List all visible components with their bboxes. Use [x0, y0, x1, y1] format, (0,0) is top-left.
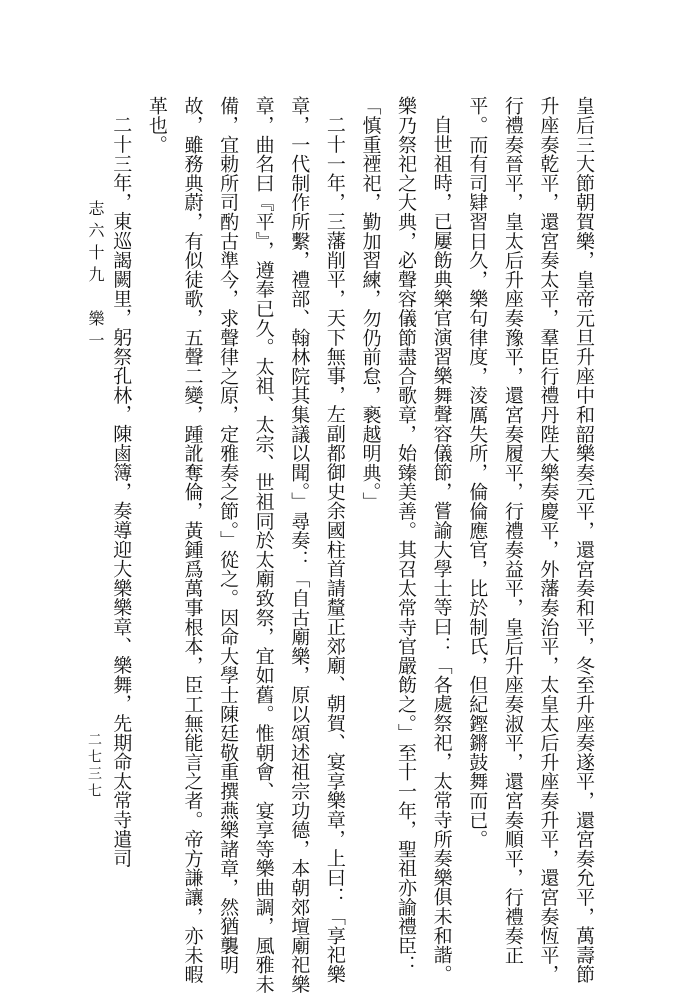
paragraph-3: 二十一年，三藩削平，天下無事，左副都御史余國柱首請釐正郊廟、朝賀、宴享樂章，上曰：「享祀樂章，一代制作所繫，禮部、翰林院其集議以聞。」尋奏：「自古廟樂，原以頌述祖宗功德，本朝郊壇廟祀樂章，曲名曰『平』，遵奉已久。太祖、太宗、世祖同於太廟致祭，宜如舊。惟朝會、宴享等樂曲調，風雅未備，宜勅所司酌古準今，求聲律之原，定雅奏之節。」從之。因命大學士陳廷敬重撰燕樂諸章，然猶襲明故，雖務典蔚，有似徒歌，五聲二變，踵訛奪倫，黃鍾爲萬事根本，臣工無能言之者。帝方謙讓，亦未暇革也。	[145, 96, 346, 994]
running-head: 志六十九 樂一	[86, 200, 105, 354]
page-number: 二七三七	[86, 732, 102, 800]
paragraph-4: 二十三年，東巡謁闕里，躬祭孔林，陳鹵簿，奏導迎大樂樂章、樂舞，先期命太常寺遣司	[110, 115, 133, 868]
paragraph-1: 皇后三大節朝賀樂，皇帝元旦升座中和韶樂奏元平，還宮奏和平，冬至升座奏遂平，還宮奏允平，萬壽節升座奏乾平，還宮奏太平，羣臣行禮丹陛大樂奏慶平，外藩奏治平，太皇太后升座奏升平，還宮奏恆平，行禮奏晉平，皇太后升座奏豫平，還宮奏履平，行禮奏益平，皇后升座奏淑平，還宮奏順平，行禮奏正平。而有司肄習日久，樂句律度，淩厲失所，倫倫應官，比於制氏，但紀鏗鏘鼓舞而已。	[466, 96, 595, 984]
paragraph-2: 自世祖時，已屢飭典樂官演習樂舞聲容儀節，嘗諭大學士等曰：「各處祭祀，太常寺所奏樂俱未和諧。樂乃祭祀之大典，必聲容儀節盡合歌章，始臻美善。其召太常寺官嚴飭之。」至十一年，聖祖亦諭禮臣：「慎重禋祀，勤加習練，勿仍前怠，褻越明典。」	[359, 96, 453, 984]
main-text-column	[103, 96, 601, 996]
